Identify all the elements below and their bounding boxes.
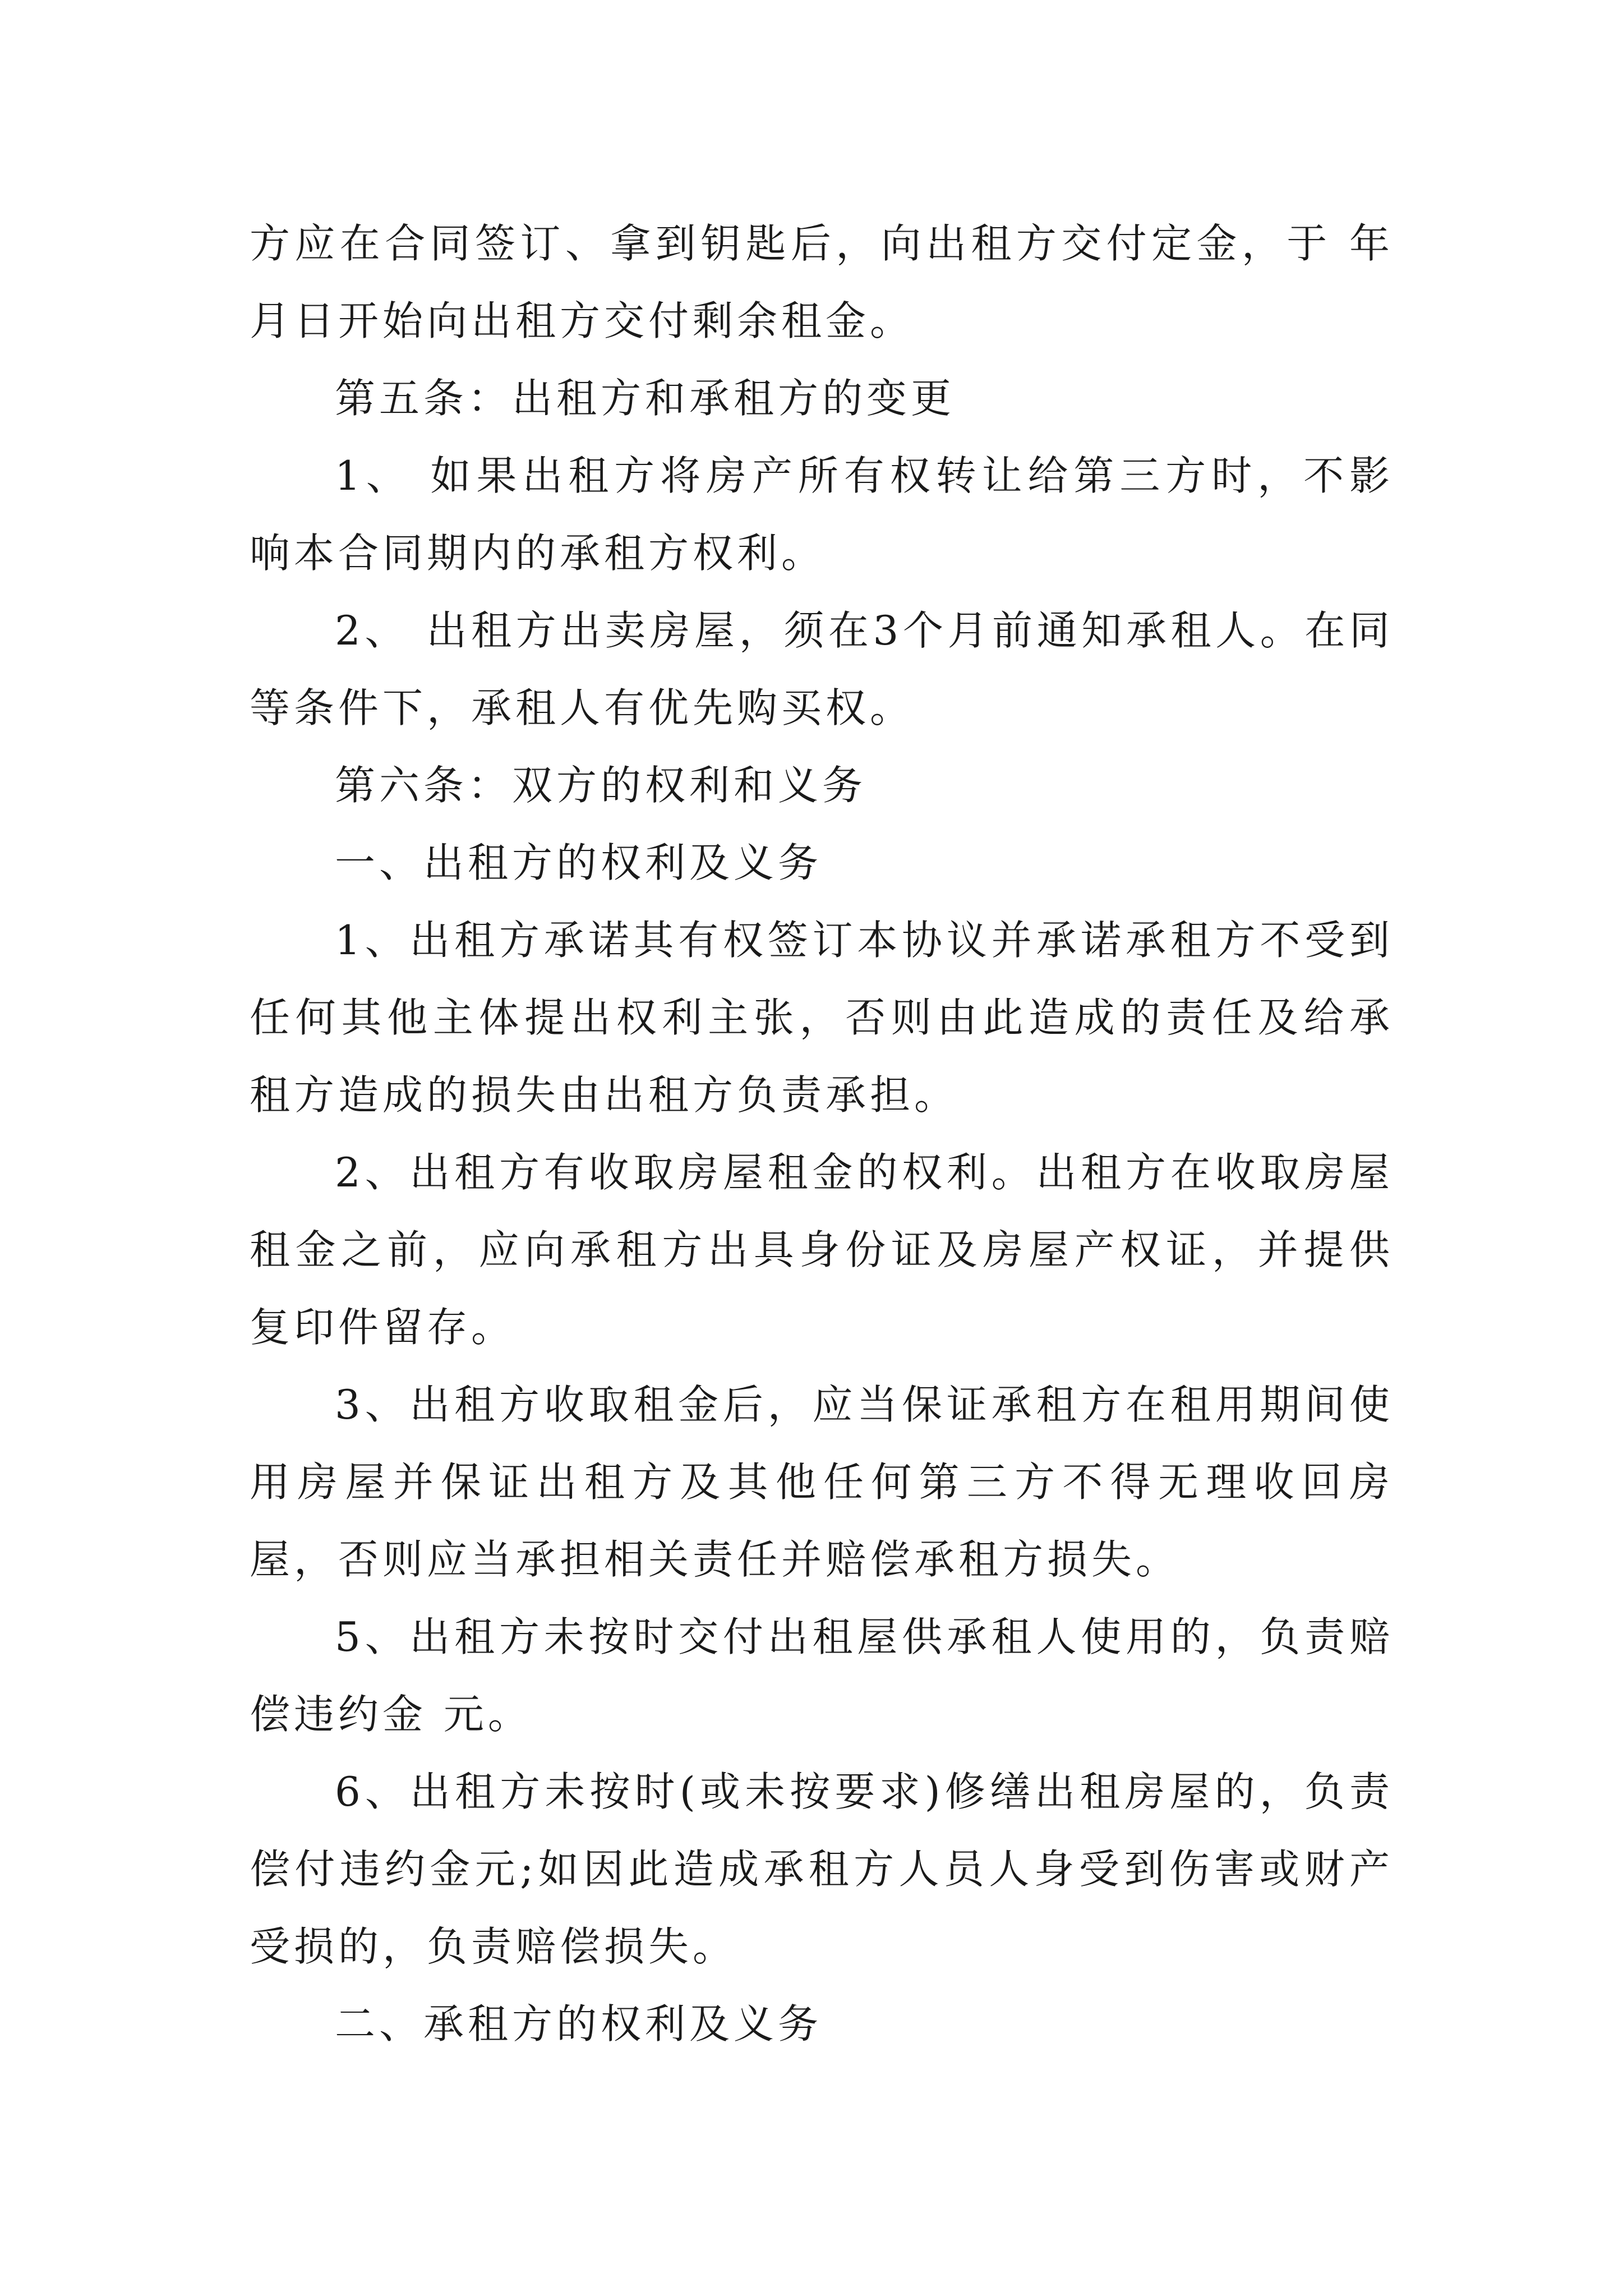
document-body xyxy=(250,205,1394,2063)
heading-article-5: 第五条：出租方和承租方的变更 xyxy=(335,375,956,422)
paragraph-continuation: 方应在合同签订、拿到钥匙后，向出租方交付定金，于 年月日开始向出租方交付剩余租金。 xyxy=(250,220,1394,344)
heading-lessor-rights: 一、出租方的权利及义务 xyxy=(335,839,823,886)
paragraph-lessor-item-6: 6、出租方未按时(或未按要求)修缮出租房屋的，负责偿付违约金元;如因此造成承租方人员人身受到伤害或财产受损的，负责赔偿损失。 xyxy=(250,1768,1394,1970)
paragraph-lessor-item-2: 2、出租方有收取房屋租金的权利。出租方在收取房屋租金之前，应向承租方出具身份证及房屋产权证，并提供复印件留存。 xyxy=(250,1149,1394,1351)
paragraph-lessor-item-5: 5、出租方未按时交付出租屋供承租人使用的，负责赔偿违约金 元。 xyxy=(250,1613,1394,1738)
paragraph-article-5-item-2: 2、 出租方出卖房屋，须在3个月前通知承租人。在同等条件下，承租人有优先购买权。 xyxy=(250,607,1394,731)
paragraph-lessor-item-1: 1、出租方承诺其有权签订本协议并承诺承租方不受到任何其他主体提出权利主张，否则由此造成的责任及给承租方造成的损失由出租方负责承担。 xyxy=(250,917,1394,1119)
paragraph-lessor-item-3: 3、出租方收取租金后，应当保证承租方在租用期间使用房屋并保证出租方及其他任何第三方不得无理收回房屋，否则应当承担相关责任并赔偿承租方损失。 xyxy=(250,1381,1394,1583)
heading-article-6: 第六条：双方的权利和义务 xyxy=(335,762,867,809)
paragraph-article-5-item-1: 1、 如果出租方将房产所有权转让给第三方时，不影响本合同期内的承租方权利。 xyxy=(250,452,1394,577)
heading-lessee-rights: 二、承租方的权利及义务 xyxy=(335,2000,823,2047)
